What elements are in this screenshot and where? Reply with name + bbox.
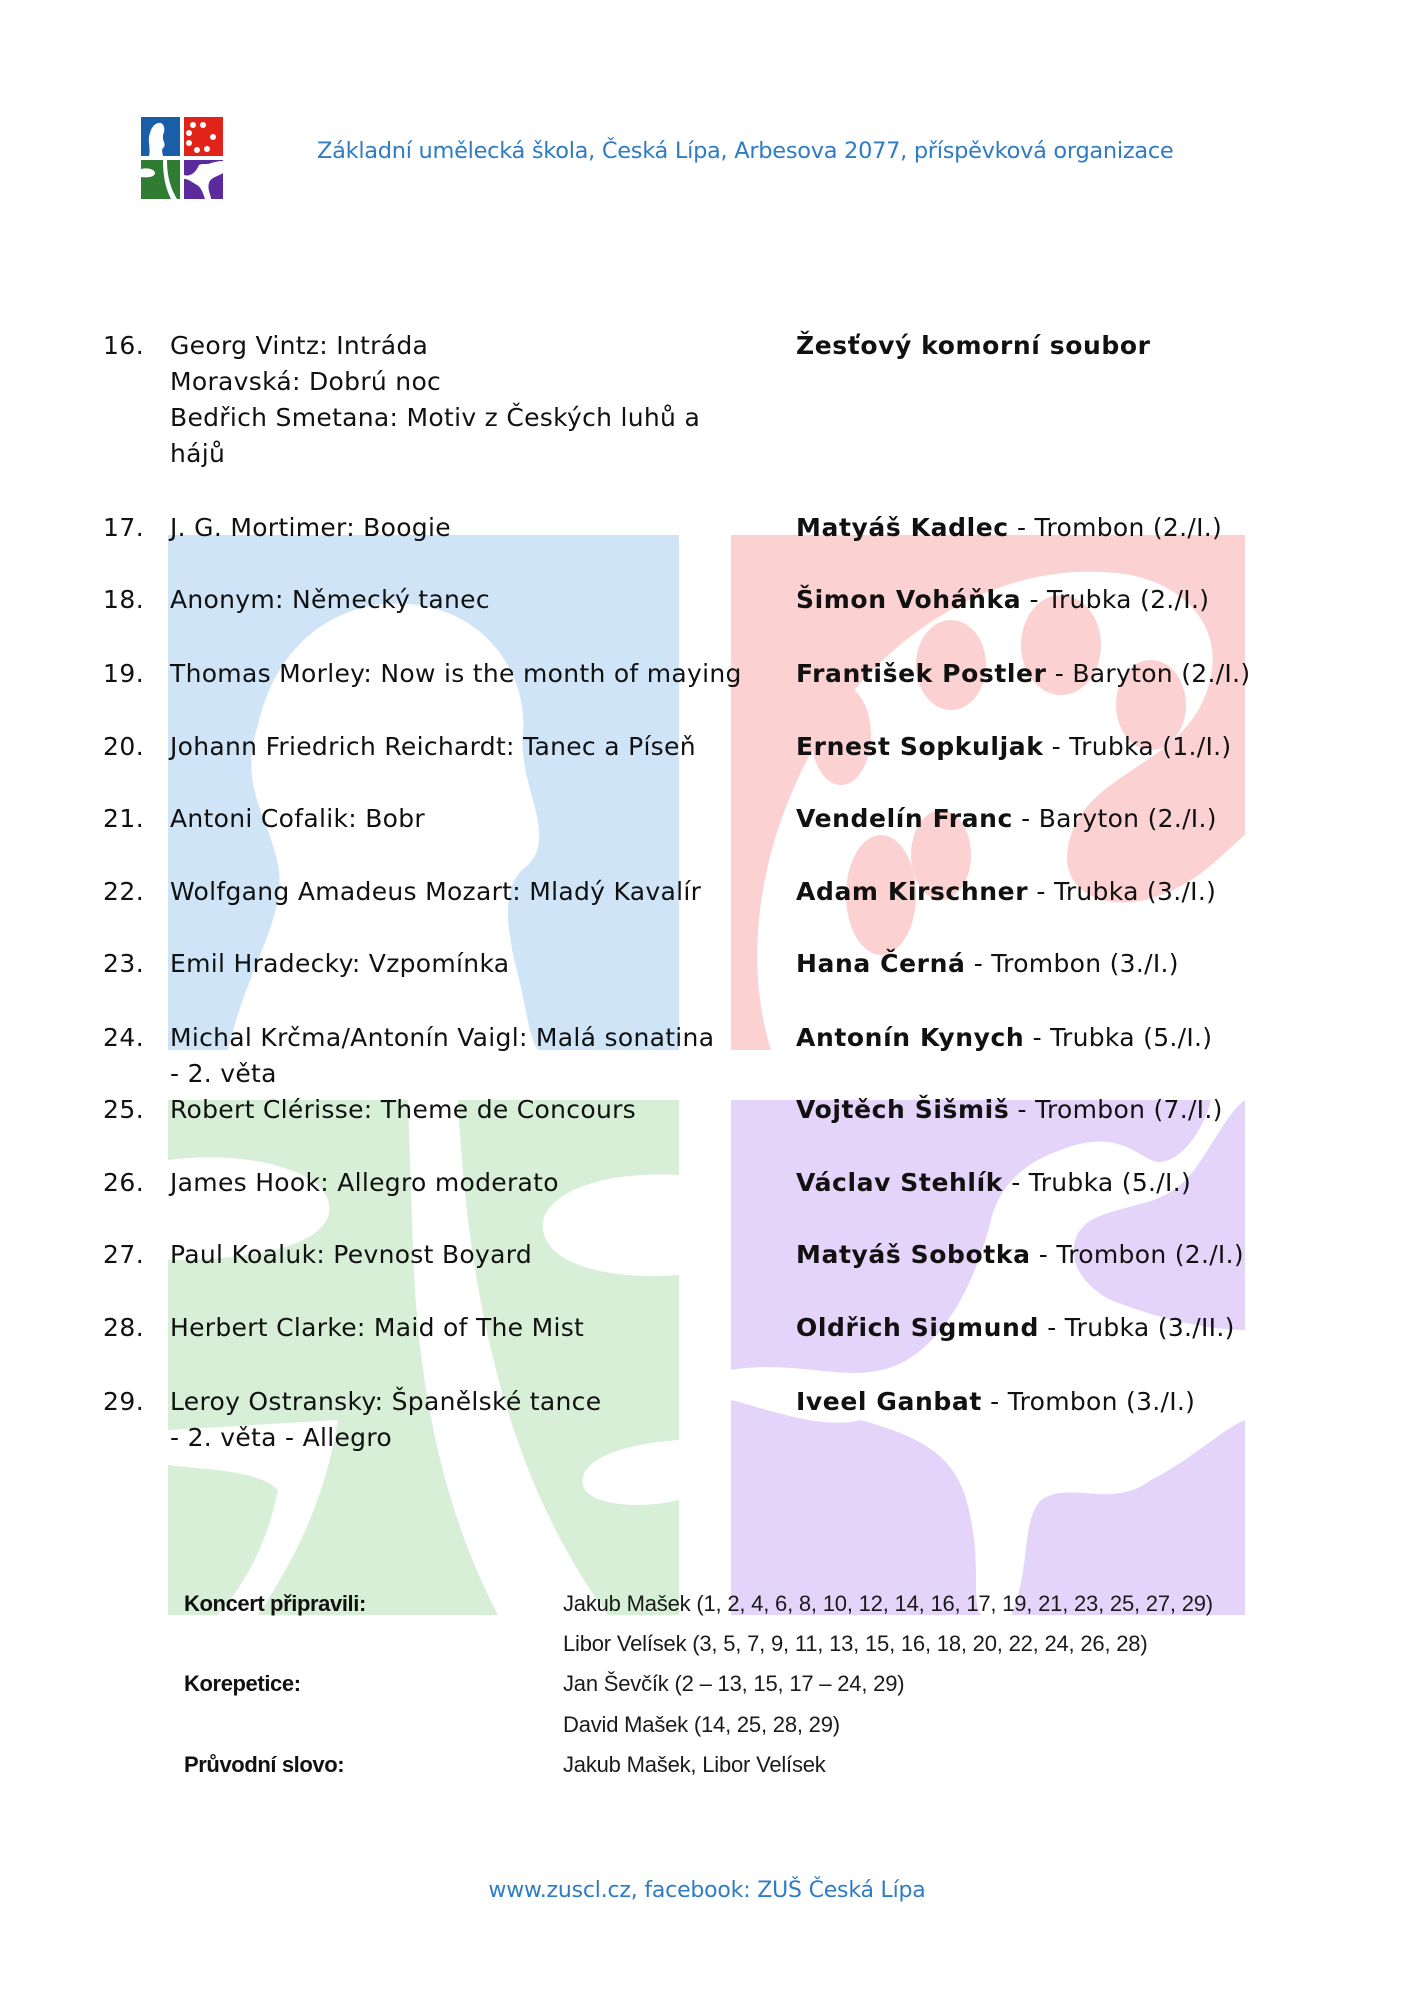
performer xyxy=(796,510,1222,546)
credit-value: Jan Ševčík (2 – 13, 15, 17 – 24, 29) xyxy=(563,1671,905,1696)
piece-title xyxy=(170,656,770,692)
performer-instrument: - Trubka (1./I.) xyxy=(1043,732,1232,761)
credit-row xyxy=(0,1705,1414,1745)
performer-name: Matyáš Kadlec xyxy=(796,513,1009,542)
piece-title xyxy=(170,1092,770,1128)
performer xyxy=(796,801,1217,837)
performer-instrument: - Trubka (2./I.) xyxy=(1021,585,1210,614)
performer-name: Oldřich Sigmund xyxy=(796,1313,1039,1342)
performer-name: František Postler xyxy=(796,659,1047,688)
item-number: 25. xyxy=(103,1095,145,1124)
credit-value: Libor Velísek (3, 5, 7, 9, 11, 13, 15, 16, 18, 20, 22, 24, 26, 28) xyxy=(563,1631,1148,1656)
performer-name: Vojtěch Šišmiš xyxy=(796,1095,1010,1124)
performer-name: Václav Stehlík xyxy=(796,1168,1003,1197)
piece-line: Leroy Ostransky: Španělské tance xyxy=(170,1387,602,1416)
performer-instrument: - Trombon (3./I.) xyxy=(981,1387,1196,1416)
performer-instrument: - Trubka (3./II.) xyxy=(1038,1313,1235,1342)
piece-line: Antoni Cofalik: Bobr xyxy=(170,804,425,833)
piece-line: Johann Friedrich Reichardt: Tanec a Píseň xyxy=(170,732,696,761)
performer-name: Antonín Kynych xyxy=(796,1023,1025,1052)
piece-line: Georg Vintz: Intráda xyxy=(170,331,429,360)
credit-label: Koncert připravili: xyxy=(184,1591,366,1616)
performer-name: Iveel Ganbat xyxy=(796,1387,982,1416)
piece-line: Paul Koaluk: Pevnost Boyard xyxy=(170,1240,533,1269)
item-number: 23. xyxy=(103,949,145,978)
footer-contact: www.zuscl.cz, facebook: ZUŠ Česká Lípa xyxy=(488,1878,926,1903)
performer-instrument: - Trombon (7./I.) xyxy=(1009,1095,1223,1124)
performer-instrument: - Trubka (3./I.) xyxy=(1028,877,1217,906)
piece-title xyxy=(170,1165,770,1201)
performer-instrument: - Baryton (2./I.) xyxy=(1046,659,1251,688)
credit-row xyxy=(0,1664,1414,1704)
performer-instrument: - Baryton (2./I.) xyxy=(1012,804,1217,833)
performer xyxy=(796,729,1231,765)
piece-line: Moravská: Dobrú noc xyxy=(170,367,442,396)
item-number: 20. xyxy=(103,732,145,761)
school-name-header: Základní umělecká škola, Česká Lípa, Arbesova 2077, příspěvková organizace xyxy=(317,138,1174,164)
piece-line: Michal Krčma/Antonín Vaigl: Malá sonatina xyxy=(170,1023,715,1052)
logo-icon xyxy=(141,117,223,199)
performer xyxy=(796,582,1209,618)
piece-line: Anonym: Německý tanec xyxy=(170,585,490,614)
performer-name: Matyáš Sobotka xyxy=(796,1240,1031,1269)
piece-line: Robert Clérisse: Theme de Concours xyxy=(170,1095,636,1124)
piece-title xyxy=(170,729,770,765)
credit-value: David Mašek (14, 25, 28, 29) xyxy=(563,1712,840,1737)
piece-title xyxy=(170,582,770,618)
piece-title xyxy=(170,1237,770,1273)
item-number: 16. xyxy=(103,331,145,360)
performer-name: Vendelín Franc xyxy=(796,804,1013,833)
performer xyxy=(796,656,1250,692)
piece-line: Thomas Morley: Now is the month of maying xyxy=(170,659,742,688)
piece-line: Emil Hradecky: Vzpomínka xyxy=(170,949,510,978)
performer-name: Žesťový komorní soubor xyxy=(796,331,1151,360)
piece-title xyxy=(170,1020,770,1092)
item-number: 24. xyxy=(103,1023,145,1052)
item-number: 22. xyxy=(103,877,145,906)
piece-line: - 2. věta - Allegro xyxy=(170,1423,392,1452)
performer xyxy=(796,1384,1195,1420)
piece-line: Herbert Clarke: Maid of The Mist xyxy=(170,1313,585,1342)
performer xyxy=(796,1237,1244,1273)
item-number: 26. xyxy=(103,1168,145,1197)
item-number: 19. xyxy=(103,659,145,688)
piece-title xyxy=(170,510,770,546)
performer-name: Adam Kirschner xyxy=(796,877,1029,906)
credit-label: Korepetice: xyxy=(184,1671,301,1696)
item-number: 27. xyxy=(103,1240,145,1269)
item-number: 18. xyxy=(103,585,145,614)
performer-name: Ernest Sopkuljak xyxy=(796,732,1044,761)
performer xyxy=(796,946,1179,982)
credit-value: Jakub Mašek (1, 2, 4, 6, 8, 10, 12, 14, 16, 17, 19, 21, 23, 25, 27, 29) xyxy=(563,1591,1213,1616)
credit-row xyxy=(0,1624,1414,1664)
piece-title xyxy=(170,874,770,910)
piece-line: - 2. věta xyxy=(170,1059,277,1088)
item-number: 17. xyxy=(103,513,145,542)
performer-instrument: - Trombon (2./I.) xyxy=(1030,1240,1244,1269)
performer-instrument: - Trubka (5./I.) xyxy=(1002,1168,1191,1197)
credit-value: Jakub Mašek, Libor Velísek xyxy=(563,1752,826,1777)
performer xyxy=(796,1310,1235,1346)
performer-name: Hana Černá xyxy=(796,949,966,978)
school-logo xyxy=(141,117,223,199)
performer xyxy=(796,1020,1212,1056)
performer xyxy=(796,874,1216,910)
credit-row xyxy=(0,1745,1414,1785)
item-number: 28. xyxy=(103,1313,145,1342)
piece-line: J. G. Mortimer: Boogie xyxy=(170,513,451,542)
piece-line: Wolfgang Amadeus Mozart: Mladý Kavalír xyxy=(170,877,702,906)
piece-title xyxy=(170,1384,770,1456)
credit-label: Průvodní slovo: xyxy=(184,1752,345,1777)
credit-row xyxy=(0,1584,1414,1624)
performer xyxy=(796,1165,1191,1201)
item-number: 29. xyxy=(103,1387,145,1416)
performer-instrument: - Trubka (5./I.) xyxy=(1024,1023,1213,1052)
performer-instrument: - Trombon (2./I.) xyxy=(1008,513,1223,542)
piece-line: hájů xyxy=(170,439,226,468)
piece-title xyxy=(170,328,770,472)
performer-name: Šimon Voháňka xyxy=(796,585,1022,614)
piece-line: Bedřich Smetana: Motiv z Českých luhů a xyxy=(170,403,701,432)
item-number: 21. xyxy=(103,804,145,833)
performer-instrument: - Trombon (3./I.) xyxy=(965,949,1179,978)
piece-title xyxy=(170,1310,770,1346)
piece-title xyxy=(170,946,770,982)
performer xyxy=(796,1092,1223,1128)
performer xyxy=(796,328,1151,364)
piece-line: James Hook: Allegro moderato xyxy=(170,1168,559,1197)
piece-title xyxy=(170,801,770,837)
